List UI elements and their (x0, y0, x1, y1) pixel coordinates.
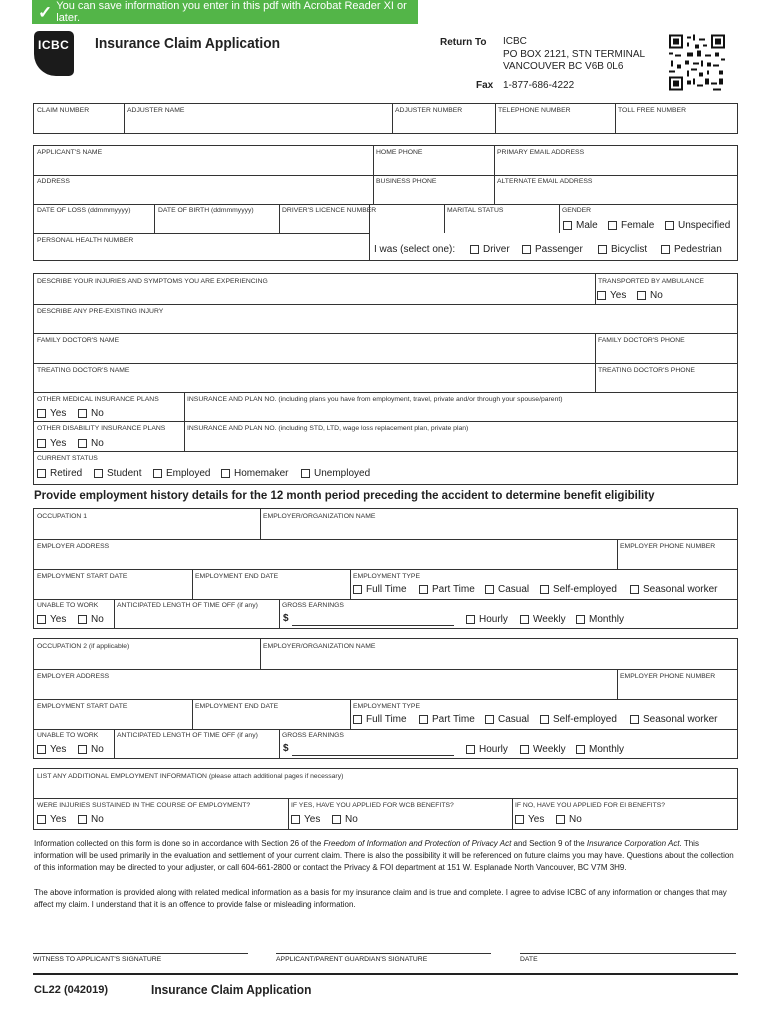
option-label: No (91, 438, 104, 449)
checkbox[interactable] (630, 585, 639, 594)
gender-unspecified-option[interactable] (665, 220, 730, 231)
option-label: Yes (50, 744, 67, 755)
type-part-time-option[interactable] (419, 584, 475, 595)
claim-info-group (33, 103, 738, 134)
privacy-notice (34, 838, 734, 874)
banner-text: You can save information you enter in this pdf with Acrobat Reader XI or later. (56, 0, 407, 24)
dollar-sign: $ (283, 743, 289, 754)
type-casual-option[interactable] (485, 714, 529, 725)
status-retired-option[interactable] (37, 468, 82, 479)
home-phone-label: HOME PHONE (376, 149, 423, 156)
form-code: CL22 (042019) (34, 984, 108, 996)
checkbox[interactable] (520, 615, 529, 624)
status-employed-option[interactable] (153, 468, 210, 479)
option-label: Hourly (479, 614, 508, 625)
unable-to-work-label: UNABLE TO WORK (37, 732, 99, 739)
address-line: VANCOUVER BC V6B 0L6 (503, 61, 624, 72)
earnings-monthly-option[interactable] (576, 744, 624, 755)
earnings-monthly-option[interactable] (576, 614, 624, 625)
treating-doctor-phone-label: TREATING DOCTOR'S PHONE (598, 367, 695, 374)
option-label: Monthly (589, 614, 625, 625)
checkbox[interactable] (37, 439, 46, 448)
option-label: Yes (50, 814, 67, 825)
wcb-no-option[interactable] (332, 814, 358, 825)
i-was-label: I was (select one): (374, 244, 456, 255)
option-label: Driver (483, 244, 510, 255)
option-label: Weekly (533, 744, 566, 755)
option-label: Passenger (535, 244, 583, 255)
witness-signature-label: WITNESS TO APPLICANT'S SIGNATURE (33, 956, 162, 963)
status-homemaker-option[interactable] (221, 468, 288, 479)
checkbox[interactable] (630, 715, 639, 724)
checkbox[interactable] (37, 409, 46, 418)
applicant-signature-label: APPLICANT/PARENT GUARDIAN'S SIGNATURE (276, 956, 428, 963)
option-label: Unspecified (678, 220, 731, 231)
checkbox[interactable] (598, 245, 607, 254)
logo-text: ICBC (38, 38, 70, 52)
option-label: Casual (498, 584, 530, 595)
type-self-employed-option[interactable] (540, 714, 617, 725)
checkbox[interactable] (37, 615, 46, 624)
primary-email-label: PRIMARY EMAIL ADDRESS (497, 149, 585, 156)
checkbox[interactable] (78, 409, 87, 418)
current-status-label: CURRENT STATUS (37, 455, 98, 462)
option-label: Self-employed (553, 584, 617, 595)
unable-no-option[interactable] (78, 614, 104, 625)
employer-phone-label: EMPLOYER PHONE NUMBER (620, 673, 716, 680)
checkbox[interactable] (78, 439, 87, 448)
return-to-label: Return To (440, 37, 487, 48)
ambulance-no-option[interactable] (637, 290, 663, 301)
claim-number-label: CLAIM NUMBER (37, 107, 90, 114)
checkbox[interactable] (78, 615, 87, 624)
date-line[interactable] (520, 953, 736, 954)
course-no-option[interactable] (78, 814, 104, 825)
checkbox[interactable] (78, 745, 87, 754)
occupation-2-label: OCCUPATION 2 (if applicable) (37, 643, 130, 650)
employment-1-group (33, 508, 738, 629)
adjuster-name-label: ADJUSTER NAME (127, 107, 185, 114)
checkbox[interactable] (522, 245, 531, 254)
option-label: Yes (304, 814, 321, 825)
preexisting-label: DESCRIBE ANY PRE-EXISTING INJURY (37, 308, 164, 315)
other-medical-label: OTHER MEDICAL INSURANCE PLANS (37, 396, 159, 403)
employer-name-label: EMPLOYER/ORGANIZATION NAME (263, 513, 376, 520)
employer-address-label: EMPLOYER ADDRESS (37, 543, 110, 550)
date-of-loss-label: DATE OF LOSS (ddmmmyyyy) (37, 207, 131, 214)
option-label: Yes (50, 408, 67, 419)
unable-no-option[interactable] (78, 744, 104, 755)
gross-earnings-input[interactable] (292, 755, 454, 756)
checkbox[interactable] (37, 815, 46, 824)
return-address (503, 36, 645, 74)
toll-free-label: TOLL FREE NUMBER (618, 107, 686, 114)
employer-address-label: EMPLOYER ADDRESS (37, 673, 110, 680)
checkbox[interactable] (221, 469, 230, 478)
gross-earnings-input[interactable] (292, 625, 454, 626)
declaration-text: The above information is provided along with related medical information as a basis for my insurance claim and is true and complete. I agree to advise ICBC of any information or changes that may affect my claim. I understand that it is an offence to provide false or misleading information. (34, 888, 727, 909)
option-label: No (91, 744, 104, 755)
alt-email-label: ALTERNATE EMAIL ADDRESS (497, 178, 593, 185)
type-full-time-option[interactable] (353, 714, 407, 725)
option-label: No (569, 814, 582, 825)
option-label: Yes (50, 614, 67, 625)
marital-status-label: MARITAL STATUS (447, 207, 504, 214)
role-driver-option[interactable] (470, 244, 510, 255)
family-doctor-phone-label: FAMILY DOCTOR'S PHONE (598, 337, 685, 344)
insurance-plan-label: INSURANCE AND PLAN NO. (including plans you have from employment, travel, private and/or through your spouse/parent) (187, 396, 563, 403)
qr-code (669, 34, 725, 91)
checkbox[interactable] (576, 745, 585, 754)
option-label: Male (576, 220, 598, 231)
additional-info-group (33, 768, 738, 830)
option-label: Yes (610, 290, 627, 301)
checkbox[interactable] (353, 585, 362, 594)
checkbox[interactable] (665, 221, 674, 230)
checkbox[interactable] (563, 221, 572, 230)
employer-name-label: EMPLOYER/ORGANIZATION NAME (263, 643, 376, 650)
option-label: Self-employed (553, 714, 617, 725)
option-label: Seasonal worker (643, 714, 718, 725)
notice-text: . This information will be used primarily in the evaluation and settlement of your current claim. There is also the possibility it will be referenced on future claims you may have. Questions about the collection of this information may be directed to your adjuster, or call 604-661-2800 or contact the Privacy & FOI department at 151 W. Esplanade North Vancouver, BC V7M 3H9. (34, 839, 734, 872)
option-label: Homemaker (234, 468, 289, 479)
role-bicyclist-option[interactable] (598, 244, 647, 255)
checkbox[interactable] (470, 245, 479, 254)
footer-divider (33, 973, 738, 975)
gender-label: GENDER (562, 207, 592, 214)
option-label: No (91, 614, 104, 625)
checkbox[interactable] (353, 715, 362, 724)
option-label: No (91, 408, 104, 419)
option-label: Casual (498, 714, 530, 725)
address-label: ADDRESS (37, 178, 70, 185)
option-label: No (650, 290, 663, 301)
time-off-label: ANTICIPATED LENGTH OF TIME OFF (if any) (117, 732, 258, 739)
option-label: Weekly (533, 614, 566, 625)
role-pedestrian-option[interactable] (661, 244, 722, 255)
checkbox[interactable] (466, 615, 475, 624)
checkbox[interactable] (153, 469, 162, 478)
injuries-label: DESCRIBE YOUR INJURIES AND SYMPTOMS YOU ARE EXPERIENCING (37, 278, 268, 285)
telephone-number-label: TELEPHONE NUMBER (498, 107, 571, 114)
fax-label: Fax (476, 80, 494, 91)
date-of-birth-label: DATE OF BIRTH (ddmmmyyyy) (158, 207, 254, 214)
occupation-1-label: OCCUPATION 1 (37, 513, 87, 520)
wcb-yes-option[interactable] (291, 814, 320, 825)
type-part-time-option[interactable] (419, 714, 475, 725)
type-self-employed-option[interactable] (540, 584, 617, 595)
start-date-label: EMPLOYMENT START DATE (37, 703, 128, 710)
option-label: Yes (50, 438, 67, 449)
checkbox[interactable] (637, 291, 646, 300)
checkbox[interactable] (291, 815, 300, 824)
earnings-hourly-option[interactable] (466, 744, 508, 755)
ambulance-label: TRANSPORTED BY AMBULANCE (598, 278, 704, 285)
ei-no-option[interactable] (556, 814, 582, 825)
employment-section-title: Provide employment history details for the 12 month period preceding the accident to determine benefit eligibility (34, 490, 655, 502)
checkbox[interactable] (485, 715, 494, 724)
unable-yes-option[interactable] (37, 744, 66, 755)
type-seasonal-option[interactable] (630, 584, 717, 595)
licence-label: DRIVER'S LICENCE NUMBER (282, 207, 377, 214)
option-label: Employed (166, 468, 211, 479)
option-label: Yes (528, 814, 545, 825)
address-line: ICBC (503, 36, 527, 47)
unable-to-work-label: UNABLE TO WORK (37, 602, 99, 609)
acrobat-banner (32, 0, 418, 24)
option-label: Seasonal worker (643, 584, 718, 595)
other-medical-no-option[interactable] (78, 408, 104, 419)
employment-type-label: EMPLOYMENT TYPE (353, 703, 420, 710)
earnings-hourly-option[interactable] (466, 614, 508, 625)
checkbox[interactable] (301, 469, 310, 478)
footer-title: Insurance Claim Application (151, 982, 312, 997)
option-label: Unemployed (314, 468, 371, 479)
checkbox[interactable] (556, 815, 565, 824)
address-line: PO BOX 2121, STN TERMINAL (503, 48, 646, 60)
gender-female-option[interactable] (608, 220, 654, 231)
checkbox[interactable] (37, 745, 46, 754)
gross-earnings-label: GROSS EARNINGS (282, 732, 344, 739)
checkbox[interactable] (540, 715, 549, 724)
time-off-label: ANTICIPATED LENGTH OF TIME OFF (if any) (117, 602, 258, 609)
option-label: Pedestrian (674, 244, 722, 255)
notice-text: Information collected on this form is done so in accordance with Section 26 of the (34, 839, 324, 848)
notice-text: and Section 9 of the (511, 839, 587, 848)
additional-info-label: LIST ANY ADDITIONAL EMPLOYMENT INFORMATION (please attach additional pages if necessary) (37, 773, 344, 780)
other-disability-yes-option[interactable] (37, 438, 66, 449)
course-yes-option[interactable] (37, 814, 66, 825)
checkbox[interactable] (597, 291, 606, 300)
employment-2-group (33, 638, 738, 759)
unable-yes-option[interactable] (37, 614, 66, 625)
adjuster-number-label: ADJUSTER NUMBER (395, 107, 463, 114)
ei-label: IF NO, HAVE YOU APPLIED FOR EI BENEFITS? (515, 802, 666, 809)
checkbox[interactable] (661, 245, 670, 254)
role-passenger-option[interactable] (522, 244, 583, 255)
checkbox[interactable] (485, 585, 494, 594)
option-label: Part Time (432, 584, 475, 595)
checkbox[interactable] (520, 745, 529, 754)
checkbox[interactable] (332, 815, 341, 824)
type-seasonal-option[interactable] (630, 714, 717, 725)
checkbox[interactable] (419, 585, 428, 594)
option-label: Part Time (432, 714, 475, 725)
earnings-weekly-option[interactable] (520, 744, 566, 755)
start-date-label: EMPLOYMENT START DATE (37, 573, 128, 580)
applicant-signature-line[interactable] (276, 953, 491, 954)
checkbox[interactable] (37, 469, 46, 478)
earnings-weekly-option[interactable] (520, 614, 566, 625)
checkbox[interactable] (540, 585, 549, 594)
option-label: Female (621, 220, 655, 231)
type-casual-option[interactable] (485, 584, 529, 595)
end-date-label: EMPLOYMENT END DATE (195, 703, 279, 710)
option-label: Monthly (589, 744, 625, 755)
treating-doctor-label: TREATING DOCTOR'S NAME (37, 367, 130, 374)
checkbox[interactable] (466, 745, 475, 754)
checkmark-icon: ✓ (38, 2, 53, 22)
wcb-label: IF YES, HAVE YOU APPLIED FOR WCB BENEFITS? (291, 802, 454, 809)
option-label: Retired (50, 468, 83, 479)
checkbox[interactable] (78, 815, 87, 824)
ambulance-yes-option[interactable] (597, 290, 626, 301)
option-label: Student (107, 468, 142, 479)
checkbox[interactable] (94, 469, 103, 478)
employment-type-label: EMPLOYMENT TYPE (353, 573, 420, 580)
other-disability-no-option[interactable] (78, 438, 104, 449)
option-label: No (91, 814, 104, 825)
option-label: Bicyclist (611, 244, 648, 255)
checkbox[interactable] (576, 615, 585, 624)
family-doctor-label: FAMILY DOCTOR'S NAME (37, 337, 120, 344)
gross-earnings-label: GROSS EARNINGS (282, 602, 344, 609)
other-disability-label: OTHER DISABILITY INSURANCE PLANS (37, 425, 166, 432)
applicant-group (33, 145, 738, 261)
checkbox[interactable] (608, 221, 617, 230)
option-label: No (345, 814, 358, 825)
checkbox[interactable] (419, 715, 428, 724)
icbc-logo (34, 31, 74, 76)
business-phone-label: BUSINESS PHONE (376, 178, 437, 185)
applicant-name-label: APPLICANT'S NAME (37, 149, 103, 156)
fax-number: 1-877-686-4222 (503, 80, 575, 91)
option-label: Full Time (366, 584, 407, 595)
option-label: Full Time (366, 714, 407, 725)
date-label: DATE (520, 956, 538, 963)
health-number-label: PERSONAL HEALTH NUMBER (37, 237, 134, 244)
type-full-time-option[interactable] (353, 584, 407, 595)
checkbox[interactable] (515, 815, 524, 824)
course-of-employment-label: WERE INJURIES SUSTAINED IN THE COURSE OF EMPLOYMENT? (37, 802, 251, 809)
end-date-label: EMPLOYMENT END DATE (195, 573, 279, 580)
other-medical-yes-option[interactable] (37, 408, 66, 419)
dollar-sign: $ (283, 613, 289, 624)
gender-male-option[interactable] (563, 220, 598, 231)
ei-yes-option[interactable] (515, 814, 544, 825)
option-label: Hourly (479, 744, 508, 755)
witness-signature-line[interactable] (33, 953, 248, 954)
employer-phone-label: EMPLOYER PHONE NUMBER (620, 543, 716, 550)
notice-act-name: Insurance Corporation Act (586, 839, 680, 848)
disability-plan-label: INSURANCE AND PLAN NO. (including STD, LTD, wage loss replacement plan, private plan) (187, 425, 469, 432)
status-unemployed-option[interactable] (301, 468, 370, 479)
medical-group (33, 273, 738, 485)
status-student-option[interactable] (94, 468, 141, 479)
notice-act-name: Freedom of Information and Protection of Privacy Act (323, 839, 512, 848)
form-title: Insurance Claim Application (95, 35, 281, 52)
